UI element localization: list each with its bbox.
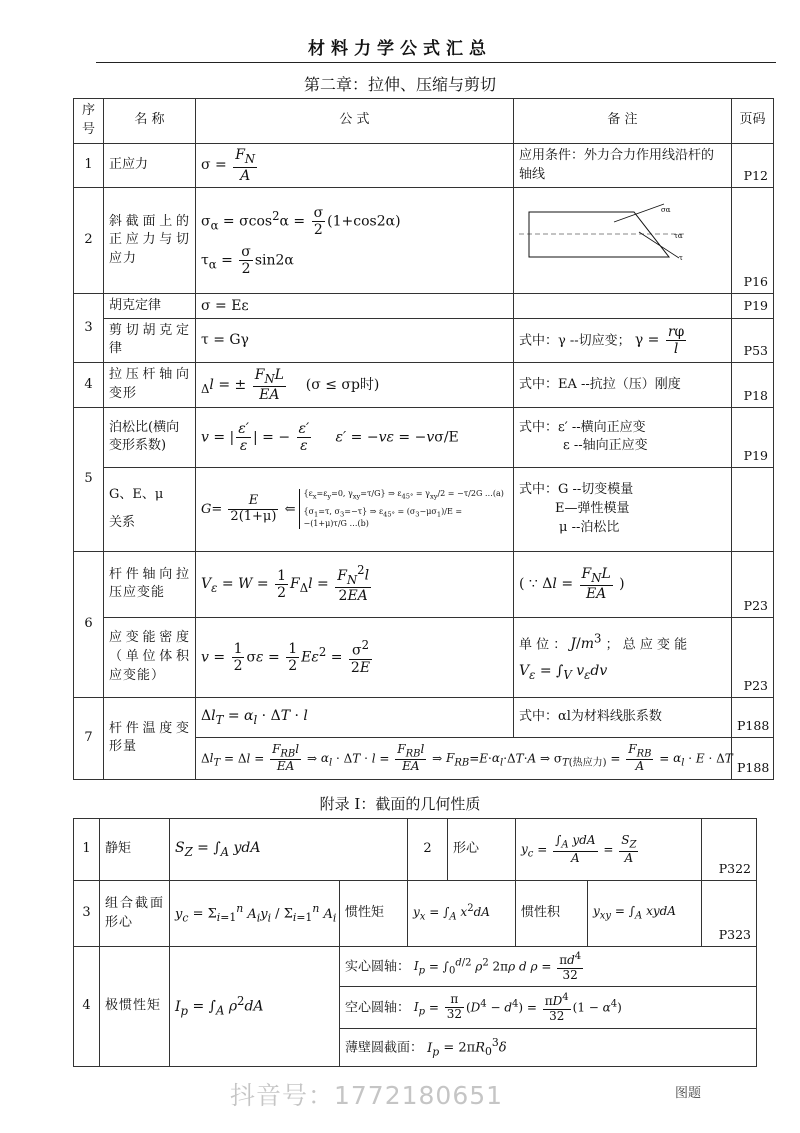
a-row-4-index: 4 (74, 947, 100, 1067)
page-title: 材料力学公式汇总 (308, 39, 492, 59)
svg-text:σα: σα (661, 206, 671, 215)
a-row-2-formula: $y_c$ = $\frac{\int_A ydA}{A}$ = $\frac{S_Z}{A}$ (516, 819, 702, 881)
a-row-1-index: 1 (74, 819, 100, 881)
row-5a-formula: v = | $\frac{\varepsilon'}{\varepsilon}$ | = − $\frac{\varepsilon'}{\varepsilon}$ ε′ = −vε = −vσ/E (196, 407, 514, 467)
row-3a-page: P19 (732, 294, 774, 318)
col-header-name: 名 称 (104, 99, 196, 144)
a-row-4-formula: $I_p = \int_A$ $\rho^2dA$ (170, 947, 340, 1067)
svg-text:τ: τ (679, 254, 683, 263)
row-6b-name: 应变能密度（单位体积应变能） (104, 617, 196, 697)
row-7b-formula: $\Delta l_T = \Delta l$ = $\frac{F_{RB}l}{EA}$ ⇒ $\alpha_l \cdot \Delta T \cdot l$ = $\frac{F_{RB}l}{EA}$ ⇒ $F_{RB}=E\cdot\alpha_l\cdot\Delta T\cdot A$ ⇒ $\sigma_{T(热应力)}$ = $\frac{F_{RB}}{A}$ = $\alpha_l \cdot E \cdot \Delta T$ (196, 737, 732, 779)
a-row-3-formula-i: $y_x = \int_A$ $x^2dA$ (408, 881, 516, 947)
row-3b-formula: τ = Gγ (196, 318, 514, 363)
a-row-4-name: 极惯性矩 (100, 947, 170, 1067)
a-row-4-solid-label: 实心圆轴： (345, 959, 411, 974)
row-6a-page: P23 (732, 551, 774, 617)
row-2-note (514, 188, 732, 294)
row-5b-name-line2: 关系 (109, 515, 136, 531)
svg-text:τα: τα (674, 232, 683, 241)
oblique-section-diagram (519, 202, 689, 272)
row-5b-note-line2: E—弹性模量 (555, 500, 630, 516)
row-7a-formula: $\Delta l_T = \alpha_l \cdot \Delta T \cdot l$ (196, 697, 514, 737)
row-4-name: 拉压杆轴向变形 (104, 363, 196, 408)
a-row-1-name: 静矩 (100, 819, 170, 881)
a-row-2-index: 2 (408, 819, 448, 881)
row-7a-note: 式中：αl为材料线胀系数 (514, 697, 732, 737)
row-6-index: 6 (74, 551, 104, 697)
row-1-note: 应用条件：外力合力作用线沿杆的轴线 (514, 143, 732, 188)
formula-table-chapter2 (73, 98, 774, 780)
row-1-page: P12 (732, 143, 774, 188)
col-header-page: 页码 (732, 99, 774, 144)
row-3b-name: 剪切胡克定律 (104, 318, 196, 363)
row-4-formula: $_\Delta$l = ± $\frac{F_NL}{EA}$ (σ ≤ σp时) (196, 363, 514, 408)
a-row-3-formula-p: $y_{xy} = \int_A$ xydA (588, 881, 702, 947)
appendix-title: 附录 I：截面的几何性质 (319, 795, 481, 813)
row-1-formula: σ = $\frac{F_N}{A}$ (196, 143, 514, 188)
row-7-index: 7 (74, 697, 104, 779)
a-row-3-formula: $y_c = \Sigma_{i=1}^n$ $A_iy_i / \Sigma_{i=1}^n$ $A_i$ (170, 881, 340, 947)
row-3a-name: 胡克定律 (104, 294, 196, 318)
a-row-4-thin: 薄壁圆截面： $I_p = 2\pi R_0^3\delta$ (340, 1029, 757, 1067)
a-row-2-name: 形心 (448, 819, 516, 881)
row-5b-note-line3: μ --泊松比 (559, 519, 620, 535)
col-header-note: 备 注 (514, 99, 732, 144)
row-6a-note: ( ∵ Δl = $\frac{F_NL}{EA}$ ) (514, 551, 732, 617)
row-6b-note-total: ； 总 应 变 能 (605, 637, 688, 653)
row-3-index: 3 (74, 294, 104, 363)
row-5a-page: P19 (732, 407, 774, 467)
row-2-name: 斜截面上的正应力与切应力 (104, 188, 196, 294)
row-5b-note-line1: 式中：G --切变模量 (519, 482, 634, 498)
row-5b-name (104, 467, 196, 551)
row-2-index: 2 (74, 188, 104, 294)
row-5a-note-line1: 式中：ε′ --横向正应变 (519, 419, 646, 435)
a-row-4-hollow-label: 空心圆轴： (345, 1000, 411, 1015)
a-row-3-label-i: 惯性矩 (340, 881, 408, 947)
row-7-name: 杆件温度变形量 (104, 697, 196, 779)
row-5-index: 5 (74, 407, 104, 551)
a-row-3-index: 3 (74, 881, 100, 947)
row-1-name: 正应力 (104, 143, 196, 188)
row-3b-note-prefix: 式中：γ --切应变； (519, 333, 631, 349)
chapter-title: 第二章：拉伸、压缩与剪切 (303, 75, 496, 94)
row-3b-page: P53 (732, 318, 774, 363)
row-6a-name: 杆件轴向拉压应变能 (104, 551, 196, 617)
row-3b-note: 式中：γ --切应变； γ = $\frac{r\varphi}{l}$ (514, 318, 732, 363)
row-4-index: 4 (74, 363, 104, 408)
col-header-index: 序号 (74, 99, 104, 144)
a-row-1-page: P322 (702, 819, 757, 881)
title-rule (96, 62, 776, 63)
row-7a-page: P188 (732, 697, 774, 737)
row-3a-formula: σ = Eε (196, 294, 514, 318)
a-row-4-solid: 实心圆轴： $I_p = \int_0^{d/2}$ $\rho^2$ 2πρ d ρ = $\frac{\pi d^4}{32}$ (340, 947, 757, 987)
a-row-3-label-p: 惯性积 (516, 881, 588, 947)
watermark-text: 抖音号：1772180651 (230, 1081, 504, 1110)
row-6b-note: 单 位 ： $J/m^3$ ； 总 应 变 能 $V_\varepsilon = \int_V$ $v_\varepsilon dv$ (514, 617, 732, 697)
col-header-formula: 公 式 (196, 99, 514, 144)
row-6b-page: P23 (732, 617, 774, 697)
row-5b-page (732, 467, 774, 551)
row-2-formula: $\sigma_\alpha = \sigma\cos^2\alpha$ = $\frac{\sigma}{2}$ (1+cos2α) $\tau_\alpha$ = $\frac{\sigma}{2}$ sin2α (196, 188, 514, 294)
row-1-index: 1 (74, 143, 104, 188)
row-5b-note (514, 467, 732, 551)
a-row-4-hollow: 空心圆轴： $I_p$ = $\frac{\pi}{32}$ $(D^4 - d^4)$ = $\frac{\pi D^4}{32}$ $(1 - \alpha^4)$ (340, 987, 757, 1029)
row-3a-note (514, 294, 732, 318)
row-2-page: P16 (732, 188, 774, 294)
a-row-4-thin-label: 薄壁圆截面： (345, 1040, 424, 1056)
a-row-1-formula: $S_Z = \int_A$ ydA (170, 819, 408, 881)
row-4-page: P18 (732, 363, 774, 408)
row-6b-note-unit: 单 位 ： (519, 637, 567, 653)
row-4-condition: (σ ≤ σp时) (305, 377, 380, 394)
a-row-3-page: P323 (702, 881, 757, 947)
row-5a-name: 泊松比(横向变形系数) (104, 407, 196, 467)
row-6a-formula: $V_\varepsilon = W$ = $\frac{1}{2}$ $F_\Delta l$ = $\frac{F_N^2l}{2EA}$ (196, 551, 514, 617)
row-4-note: 式中：EA --抗拉（压）刚度 (514, 363, 732, 408)
row-5b-formula: G= $\frac{E}{2(1+\mu)}$ ⇐ {$\varepsilon_x=\varepsilon_y=0$, $\gamma_{xy}=\tau/G$} ⇒ $\varepsilon_{45^\circ} = \gamma_{xy}/2 = -\tau/2G$ …(a) {$\sigma_1=\tau$, $\sigma_3=-\tau$} ⇒ $\varepsilon_{45^\circ} = (\sigma_3-\mu\sigma_1)/E = -(1+\mu)\tau/G$ …(b) (196, 467, 514, 551)
formula-table-appendix1 (73, 818, 757, 1067)
row-5a-note (514, 407, 732, 467)
row-7b-page: P188 (732, 737, 774, 779)
watermark-logo: 图题 (675, 1086, 702, 1101)
row-6b-formula: v = $\frac{1}{2}$ σε = $\frac{1}{2}$ $E\varepsilon^2$ = $\frac{\sigma^2}{2E}$ (196, 617, 514, 697)
a-row-3-name: 组合截面形心 (100, 881, 170, 947)
row-5a-note-line2: ε --轴向正应变 (563, 438, 648, 454)
row-5b-name-line1: G、E、μ (109, 486, 164, 502)
